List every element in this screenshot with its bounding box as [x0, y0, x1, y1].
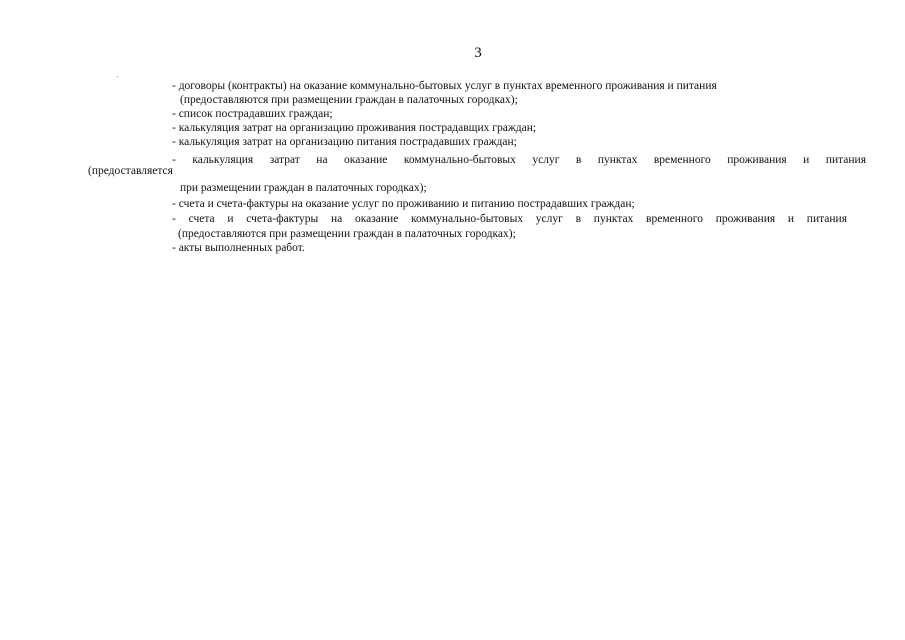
- list-item-utility-costing: - калькуляция затрат на оказание коммунально-бытовых услуг в пунктах временного проживания и питания: [172, 154, 866, 166]
- list-item-utility-costing-overflow: (предоставляется: [88, 165, 173, 177]
- list-item-invoices-utilities: - счета и счета-фактуры на оказание коммунально-бытовых услуг в пунктах временного проживания и питания: [172, 213, 847, 225]
- list-item-invoices-accommodation: - счета и счета-фактуры на оказание услуг по проживанию и питанию пострадавших граждан;: [172, 198, 635, 210]
- list-item-victims-list: - список пострадавших граждан;: [172, 108, 333, 120]
- page-number: 3: [474, 45, 482, 61]
- scan-mark: [117, 76, 118, 77]
- list-item-utility-costing-note: при размещении граждан в палаточных городках);: [180, 182, 427, 194]
- list-item-contracts: - договоры (контракты) на оказание коммунально-бытовых услуг в пунктах временного проживания и питания: [172, 80, 717, 92]
- list-item-completed-works-acts: - акты выполненных работ.: [172, 242, 305, 254]
- list-item-contracts-note: (предоставляются при размещении граждан в палаточных городках);: [180, 94, 518, 106]
- list-item-accommodation-costing: - калькуляция затрат на организацию проживания пострадавщих граждан;: [172, 122, 537, 134]
- list-item-invoices-utilities-note: (предоставляются при размещении граждан в палаточных городках);: [178, 228, 516, 240]
- list-item-food-costing: - калькуляция затрат на организацию питания пострадавших граждан;: [172, 136, 517, 148]
